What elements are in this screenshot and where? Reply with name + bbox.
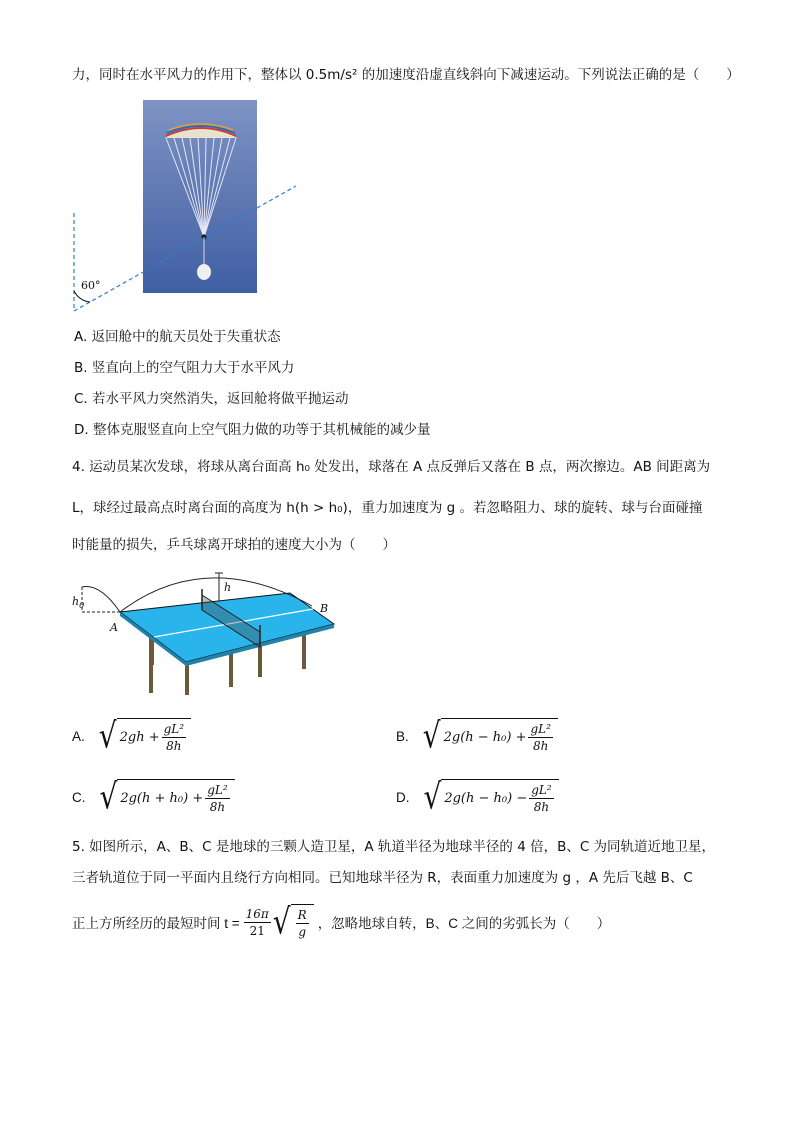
q3-option-c: C. 若水平风力突然消失，返回舱将做平抛运动 (74, 391, 349, 407)
q3-option-d: D. 整体克服竖直向上空气阻力做的功等于其机械能的减少量 (74, 422, 431, 438)
capsule (197, 264, 211, 280)
q4-stem-line-3: 时能量的损失，乒乓球离开球拍的速度大小为（ ） (72, 537, 396, 553)
q4-stem-line-2: L，球经过最高点时离台面的高度为 h(h > h₀)，重力加速度为 g 。若忽略阻力、球的旋转、球与台面碰撞 (72, 500, 703, 516)
q5-stem-line-1: 5. 如图所示，A、B、C 是地球的三颗人造卫星，A 轨道半径为地球半径的 4 倍，B、C 为同轨道近地卫星， (72, 839, 716, 855)
q4-option-d: D. √ 2g(h − h₀) − $\frac{\text{gL²}}{8h}$ (396, 779, 559, 815)
ball-trajectory-1 (82, 587, 120, 612)
q4-option-b: B. √ 2g(h − h₀) + $\frac{\text{gL²}}{8h}$ (396, 718, 558, 754)
q3-stem-line: 力，同时在水平风力的作用下，整体以 0.5m/s² 的加速度沿虚直线斜向下减速运动。下列说法正确的是（ ） (72, 67, 740, 83)
point-a-label: A (110, 621, 118, 634)
pingpong-table-figure (68, 565, 348, 700)
q5-stem-line-2: 三者轨道位于同一平面内且绕行方向相同。已知地球半径为 R，表面重力加速度为 g ，A 先后飞越 B、C (72, 870, 693, 886)
q4-stem-line-1: 4. 运动员某次发球，将球从离台面高 h₀ 处发出，球落在 A 点反弹后又落在 B 点，两次擦边。AB 间距离为 (72, 459, 711, 475)
q3-option-b: B. 竖直向上的空气阻力大于水平风力 (74, 360, 295, 376)
q4-option-c: C. √ 2g(h + h₀) + $\frac{\text{gL²}}{8h}$ (72, 779, 235, 815)
q3-option-a: A. 返回舱中的航天员处于失重状态 (74, 329, 281, 345)
point-b-label: B (320, 602, 329, 615)
q4-option-a: A. √ 2gh + $\frac{\text{gL²}}{8h}$ (72, 718, 191, 754)
h-label: h (224, 581, 232, 594)
angle-arc (74, 291, 90, 302)
parachute-figure (70, 98, 300, 316)
q5-stem-line-3: 正上方所经历的最短时间 t = $\frac{16\pi}{21}$ √ $\frac{R}{g}$ ，忽略地球自转，B、C 之间的劣弧长为（ ） (72, 900, 611, 942)
angle-label: 60° (81, 279, 101, 292)
h0-label: $h_0$ (72, 595, 85, 610)
